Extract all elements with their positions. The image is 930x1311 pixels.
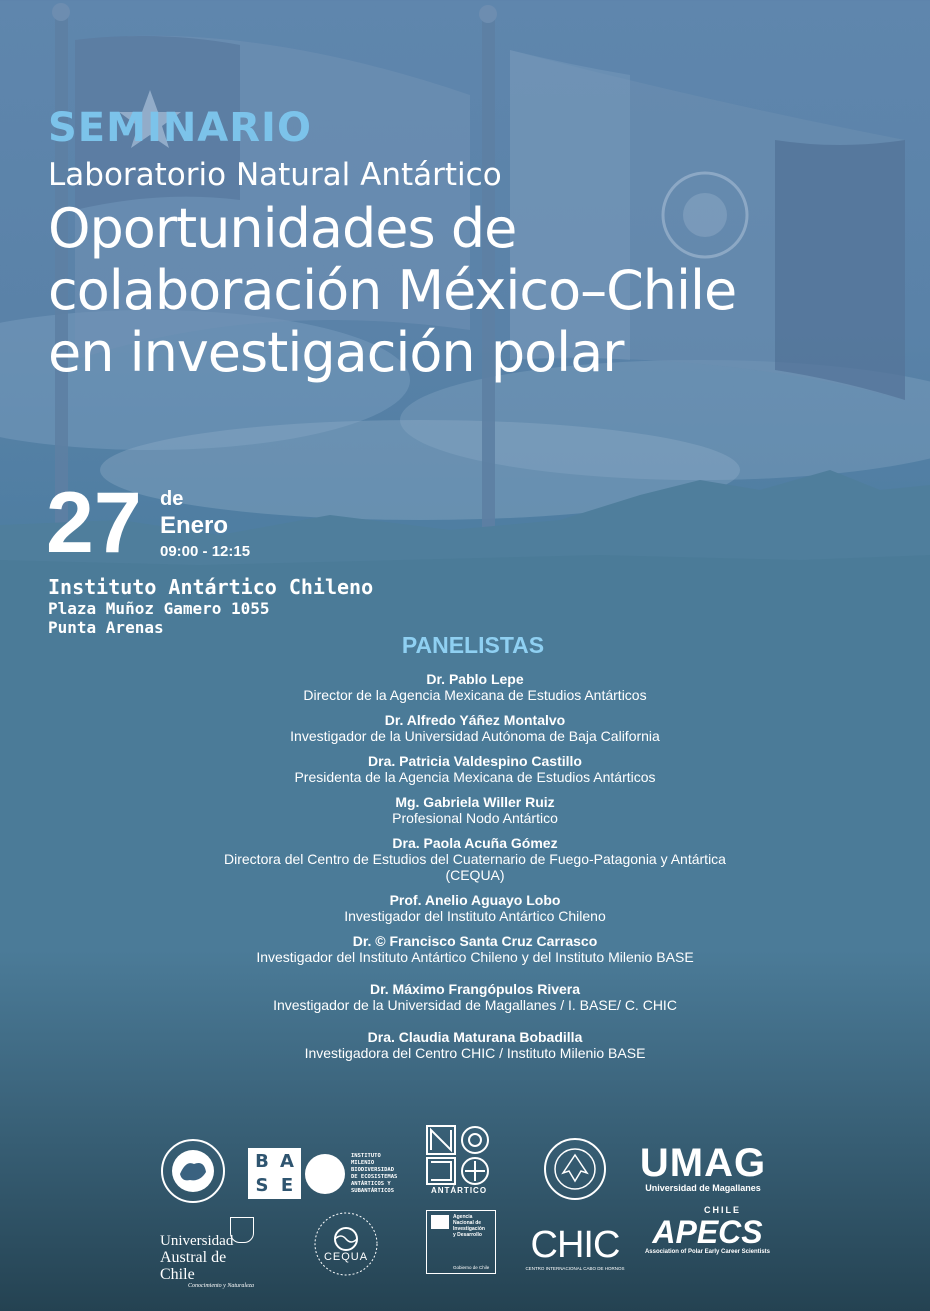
- panelist-role: Profesional Nodo Antártico: [392, 810, 558, 826]
- panelist-name: Dra. Claudia Maturana Bobadilla: [367, 1029, 583, 1045]
- panelist: [220, 933, 730, 965]
- headline: [48, 198, 918, 384]
- event-month: Enero: [160, 512, 229, 539]
- base-letter: E: [280, 1175, 294, 1196]
- apecs-top: CHILE: [704, 1205, 741, 1215]
- chic-caption: CENTRO INTERNACIONAL CABO DE HORNOS: [525, 1266, 625, 1271]
- venue-city: Punta Arenas: [48, 618, 164, 637]
- apecs-logo: [640, 1205, 775, 1255]
- uach-logo: [160, 1217, 260, 1289]
- inach-logo: [543, 1137, 607, 1201]
- base-text-line: SUBANTÁRTICOS: [351, 1187, 395, 1194]
- panelist-name: Dra. Paola Acuña Gómez: [392, 835, 558, 851]
- panelist-role: Investigador del Instituto Antártico Chileno y del Instituto Milenio BASE: [256, 949, 694, 965]
- panelist-name: Dr. Alfredo Yáñez Montalvo: [384, 712, 566, 728]
- anid-line: y Desarrollo: [453, 1232, 482, 1238]
- venue-address: Plaza Muñoz Gamero 1055: [48, 599, 270, 618]
- nodo-caption: ANTÁRTICO: [430, 1186, 488, 1195]
- panelist-name: Dr. Máximo Frangópulos Rivera: [369, 981, 581, 997]
- headline-line: colaboración México–Chile: [48, 259, 737, 322]
- amea-logo: [160, 1138, 226, 1204]
- anid-logo: [426, 1210, 496, 1274]
- panelist-name: Dr. © Francisco Santa Cruz Carrasco: [352, 933, 598, 949]
- anid-text: [453, 1214, 485, 1238]
- panelist-role: Director de la Agencia Mexicana de Estudios Antárticos: [303, 687, 647, 703]
- uach-line1: Universidad: [160, 1233, 234, 1249]
- panelists-heading: PANELISTAS: [401, 632, 545, 658]
- panelist-name: Dra. Patricia Valdespino Castillo: [368, 753, 582, 769]
- umag-name: UMAG: [639, 1141, 767, 1185]
- panelist-name: Prof. Anelio Aguayo Lobo: [389, 892, 561, 908]
- base-letter: B: [255, 1151, 269, 1172]
- anid-line: Investigación: [453, 1226, 485, 1232]
- base-logo: [248, 1148, 397, 1199]
- panelist: [220, 753, 730, 785]
- event-time: 09:00 - 12:15: [160, 543, 251, 560]
- base-letter: S: [255, 1175, 269, 1196]
- base-letters: [248, 1148, 301, 1199]
- event-de: de: [160, 488, 184, 510]
- panelist-name: Mg. Gabriela Willer Ruiz: [395, 794, 555, 810]
- anid-line: Nacional de: [453, 1220, 482, 1226]
- subtitle: Laboratorio Natural Antártico: [48, 157, 502, 193]
- panelist-role: Investigadora del Centro CHIC / Instituto Milenio BASE: [304, 1045, 646, 1061]
- base-text-line: INSTITUTO: [351, 1152, 381, 1159]
- base-text-line: BIODIVERSIDAD: [351, 1166, 395, 1173]
- chic-logo: [520, 1226, 630, 1271]
- apecs-caption: Association of Polar Early Career Scientists: [644, 1249, 771, 1255]
- nodo-antartico-logo: [425, 1124, 493, 1195]
- panelist-name: Dr. Pablo Lepe: [426, 671, 524, 687]
- cequa-name: CEQUA: [323, 1251, 369, 1263]
- chile-shield-icon: [431, 1215, 449, 1229]
- base-emblem-icon: [305, 1154, 345, 1194]
- venue-name: Instituto Antártico Chileno: [48, 575, 374, 599]
- title-block: [48, 100, 918, 384]
- anid-footer: Gobierno de Chile: [453, 1265, 490, 1270]
- headline-line: Oportunidades de: [48, 197, 517, 260]
- umag-logo: [638, 1143, 768, 1193]
- uach-tagline: Conocimiento y Naturaleza: [188, 1283, 254, 1289]
- panelist: [220, 1029, 730, 1061]
- panelist: [220, 981, 730, 1013]
- event-day: 27: [46, 475, 142, 571]
- headline-line: en investigación polar: [48, 321, 624, 384]
- chic-name: CHIC: [530, 1224, 620, 1266]
- panelist-role: Investigador de la Universidad Autónoma de Baja California: [290, 728, 660, 744]
- base-letter: A: [280, 1151, 294, 1172]
- panelist-role: Directora del Centro de Estudios del Cuaternario de Fuego-Patagonia y Antártica (CEQUA): [224, 851, 726, 883]
- apecs-name: APECS: [652, 1214, 763, 1250]
- umag-caption: Universidad de Magallanes: [645, 1183, 761, 1193]
- panelist-role: Investigador del Instituto Antártico Chileno: [344, 908, 606, 924]
- venue: [48, 575, 373, 637]
- uach-line2: Austral de Chile: [160, 1249, 227, 1283]
- panelist: [220, 794, 730, 826]
- panelist: [220, 835, 730, 883]
- panelist: [220, 712, 730, 744]
- panelist: [220, 892, 730, 924]
- base-text-line: MILENIO: [351, 1159, 375, 1166]
- panelist: [220, 671, 730, 703]
- panelist-role: Investigador de la Universidad de Magallanes / I. BASE/ C. CHIC: [273, 997, 677, 1013]
- base-text-line: DE ECOSISTEMAS: [351, 1173, 398, 1180]
- panelist-role: Presidenta de la Agencia Mexicana de Estudios Antárticos: [294, 769, 656, 785]
- anid-line: Agencia: [453, 1214, 473, 1220]
- eyebrow-label: SEMINARIO: [48, 105, 312, 151]
- uach-crest-icon: [230, 1217, 254, 1243]
- base-text-line: ANTÁRTICOS Y: [351, 1180, 391, 1187]
- base-text: [351, 1153, 397, 1195]
- panelists-list: [220, 671, 730, 1070]
